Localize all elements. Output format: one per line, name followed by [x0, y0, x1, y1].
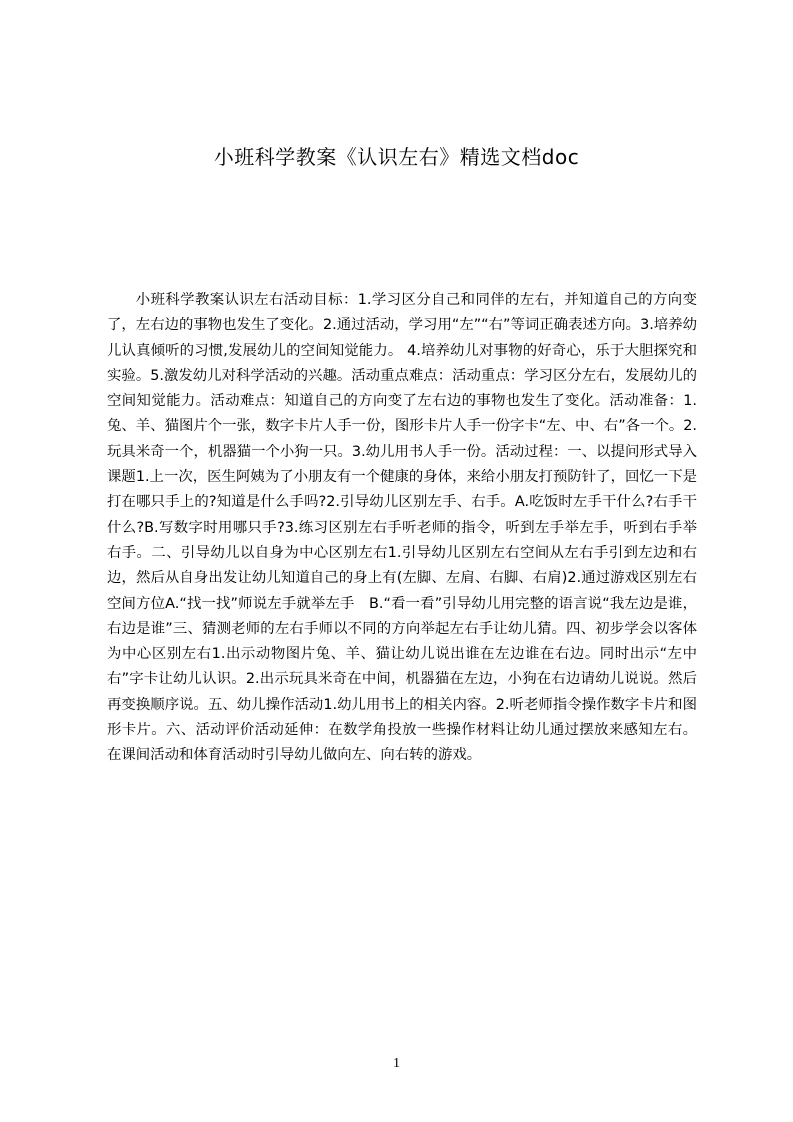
document-body-paragraph: 小班科学教案认识左右活动目标：1.学习区分自己和同伴的左右，并知道自己的方向变了，左右边的事物也发生了变化。2.通过活动，学习用“左”“右”等词正确表述方向。3.培养幼儿认真倾听的习惯,发展幼儿的空间知觉能力。 4.培养幼儿对事物的好奇心，乐于大胆探究和实验。5.激发幼儿对科学活动的兴趣。活动重点难点：活动重点：学习区分左右，发展幼儿的空间知觉能力。活动难点：知道自己的方向变了左右边的事物也发生了变化。活动准备：1.兔、羊、猫图片个一张，数字卡片人手一份，图形卡片人手一份字卡“左、中、右”各一个。2.玩具米奇一个，机器猫一个小狗一只。3.幼儿用书人手一份。活动过程：一、以提问形式导入课题1.上一次，医生阿姨为了小朋友有一个健康的身体，来给小朋友打预防针了，回忆一下是打在哪只手上的?知道是什么手吗?2.引导幼儿区别左手、右手。A.吃饭时左手干什么?右手干什么?B.写数字时用哪只手?3.练习区别左右手听老师的指令，听到左手举左手，听到右手举右手。二、引导幼儿以自身为中心区别左右1.引导幼儿区别左右空间从左右手引到左边和右边，然后从自身出发让幼儿知道自己的身上有(左脚、左肩、右脚、右肩)2.通过游戏区别左右空间方位A.“找一找”师说左手就举左手 B.“看一看”引导幼儿用完整的语言说“我左边是谁，右边是谁”三、猜测老师的左右手师以不同的方向举起左右手让幼儿猜。四、初步学会以客体为中心区别左右1.出示动物图片兔、羊、猫让幼儿说出谁在左边谁在右边。同时出示“左中右”字卡让幼儿认识。2.出示玩具米奇在中间，机器猫在左边，小狗在右边请幼儿说说。然后再变换顺序说。五、幼儿操作活动1.幼儿用书上的相关内容。2.听老师指令操作数字卡片和图形卡片。六、活动评价活动延伸：在数学角投放一些操作材料让幼儿通过摆放来感知左右。在课间活动和体育活动时引导幼儿做向左、向右转的游戏。 [107, 292, 697, 764]
document-title: 小班科学教案《认识左右》精选文档doc [213, 145, 580, 169]
page-number: 1 [393, 1056, 400, 1071]
